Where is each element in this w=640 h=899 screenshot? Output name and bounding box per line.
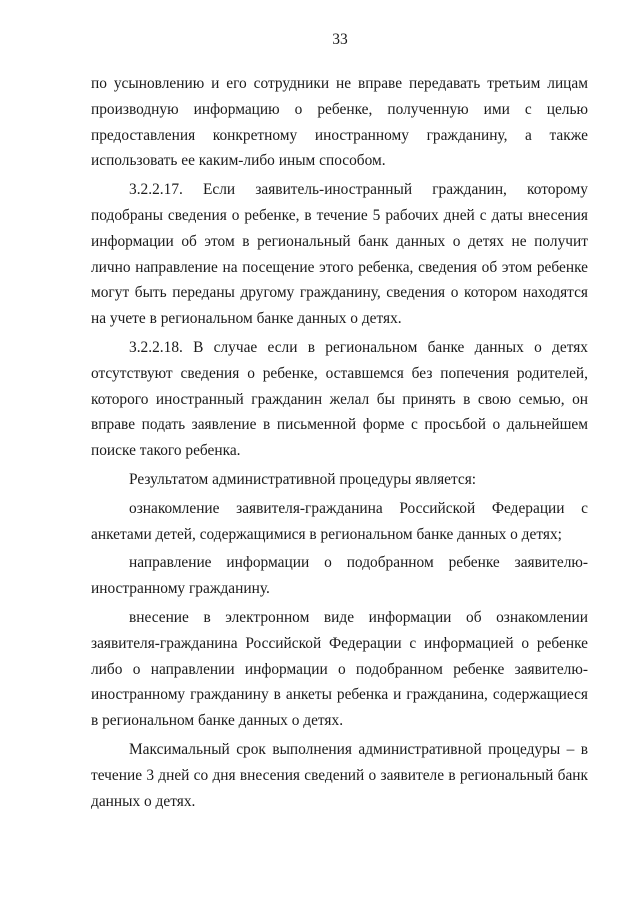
document-body — [91, 71, 588, 814]
paragraph-continuation: по усыновлению и его сотрудники не вправе передавать третьим лицам производную информацию о ребенке, полученную ими с целью предоставления конкретному иностранному гражданину, а также использовать ее каким-либо иным способом. — [91, 75, 588, 170]
page-number: 33 — [332, 31, 348, 48]
paragraph-result-direction: направление информации о подобранном ребенке заявителю-иностранному гражданину. — [91, 554, 588, 598]
paragraph-result-intro: Результатом административной процедуры является: — [129, 470, 477, 488]
paragraph-result-entry: внесение в электронном виде информации об ознакомлении заявителя-гражданина Российской Федерации с информацией о ребенке либо о направлении информации о подобранном ребенке заявителю-иностранному гражданину в анкеты ребенка и гражданина, содержащиеся в региональном банке данных о детях. — [91, 608, 588, 730]
paragraph-3-2-2-18: 3.2.2.18. В случае если в региональном банке данных о детях отсутствуют сведения о ребенке, оставшемся без попечения родителей, которого иностранный гражданин желал бы принять в свою семью, он вправе подать заявление в письменной форме с просьбой о дальнейшем поиске такого ребенка. — [91, 338, 588, 460]
paragraph-result-familiarization: ознакомление заявителя-гражданина Российской Федерации с анкетами детей, содержащимися в региональном банке данных о детях; — [91, 499, 588, 543]
paragraph-3-2-2-17: 3.2.2.17. Если заявитель-иностранный гражданин, которому подобраны сведения о ребенке, в течение 5 рабочих дней с даты внесения информации об этом в региональный банк данных о детях не получит лично направление на посещение этого ребенка, сведения об этом ребенке могут быть переданы другому гражданину, сведения о котором находятся на учете в региональном банке данных о детях. — [91, 181, 588, 328]
paragraph-max-term: Максимальный срок выполнения административной процедуры – в течение 3 дней со дня внесения сведений о заявителе в региональный банк данных о детях. — [91, 740, 588, 810]
